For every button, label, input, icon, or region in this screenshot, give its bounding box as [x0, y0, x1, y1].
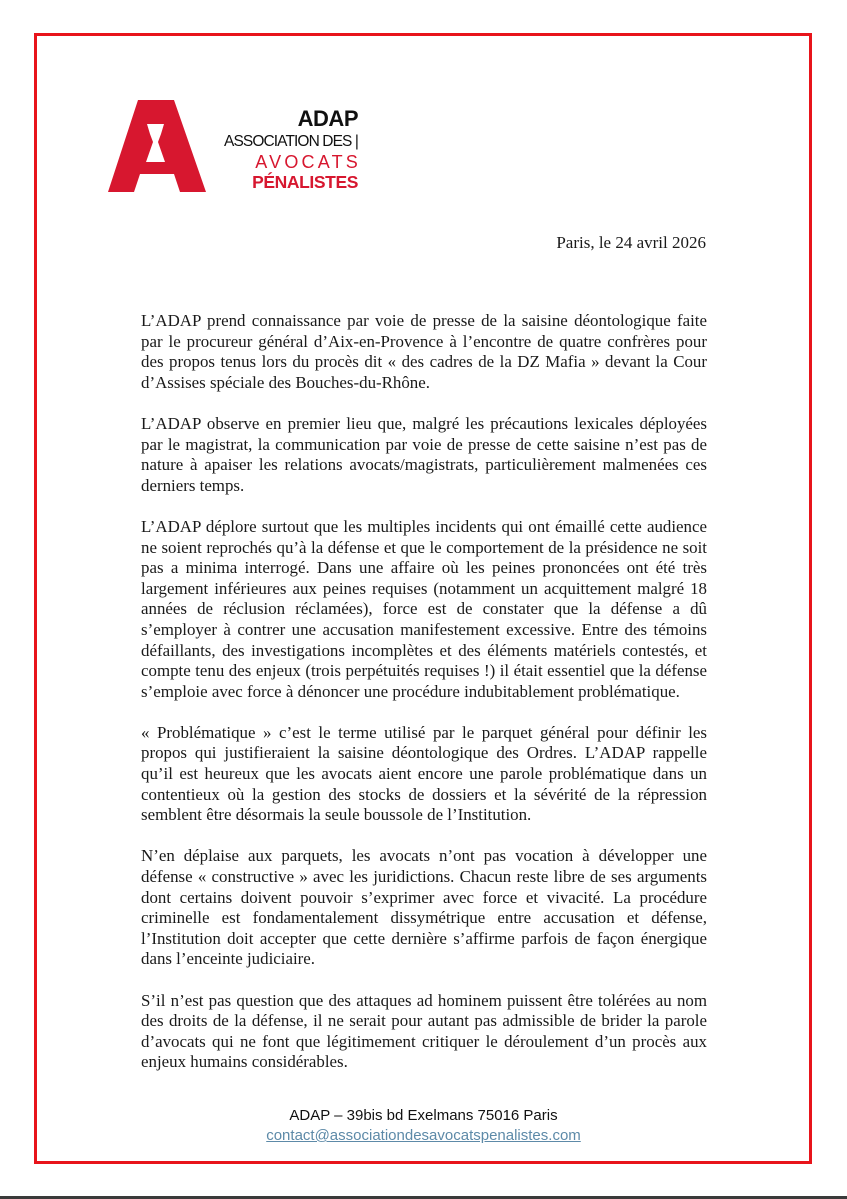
footer-email-link[interactable]: contact@associationdesavocatspenalistes.com [266, 1127, 581, 1144]
logo-line-association: ASSOCIATION DES | [224, 133, 358, 150]
paragraph: L’ADAP prend connaissance par voie de presse de la saisine déontologique faite par le procureur général d’Aix-en-Provence à l’encontre de quatre confrères pour des propos tenus lors du procès dit « des cadres de la DZ Mafia » devant la Cour d’Assises spéciale des Bouches-du-Rhône. [141, 311, 707, 392]
logo-line-avocats: AVOCATS [255, 152, 361, 172]
logo-line-penalistes: PÉNALISTES [252, 172, 358, 192]
paragraph: L’ADAP déplore surtout que les multiples incidents qui ont émaillé cette audience ne soient reprochés qu’à la défense et que le comportement de la présidence ne soit pas a minima interrogé. Dans une affaire où les peines prononcées ont été très largement inférieures aux peines requises (notamment un acquittement malgré 18 années de réclusion réclamées), force est de constater que la défense a dû s’employer à contrer une accusation manifestement excessive. Entre des témoins défaillants, des investigations incomplètes et des éléments matériels contestés, et compte tenu des enjeux (trois perpétuités requises !) il était essentiel que la défense s’emploie avec force à dénoncer une procédure indubitablement problématique. [141, 516, 707, 701]
letter-body [141, 311, 707, 1094]
adap-a-logo-icon [108, 98, 208, 194]
letter-footer [0, 1106, 847, 1146]
letter-date: Paris, le 24 avril 2026 [556, 233, 706, 252]
paragraph: S’il n’est pas question que des attaques ad hominem puissent être tolérées au nom des droits de la défense, il ne serait pour autant pas admissible de brider la parole d’avocats qui ne font que légitimement critiquer le déroulement d’un procès aux enjeux humains considérables. [141, 990, 707, 1072]
adap-logo [108, 98, 368, 198]
paragraph: L’ADAP observe en premier lieu que, malgré les précautions lexicales déployées par le magistrat, la communication par voie de presse de cette saisine n’est pas de nature à apaiser les relations avocats/magistrats, particulièrement malmenées ces derniers temps. [141, 413, 707, 495]
paragraph: « Problématique » c’est le terme utilisé par le parquet général pour définir les propos qui justifieraient la saisine déontologique des Ordres. L’ADAP rappelle qu’il est heureux que les avocats aient encore une parole problématique dans un contentieux où la gestion des stocks de dossiers et la sévérité de la répression semblent être désormais la seule boussole de l’Institution. [141, 722, 707, 825]
logo-acronym: ADAP [297, 106, 358, 131]
footer-address: ADAP – 39bis bd Exelmans 75016 Paris [289, 1107, 558, 1124]
paragraph: N’en déplaise aux parquets, les avocats n’ont pas vocation à développer une défense « constructive » avec les juridictions. Chacun reste libre de ses arguments dont certains doivent pouvoir s’exprimer avec force et vivacité. La procédure criminelle est fondamentalement dissymétrique entre accusation et défense, l’Institution doit accepter que cette dernière s’affirme parfois de façon énergique dans l’enceinte judiciaire. [141, 846, 707, 969]
